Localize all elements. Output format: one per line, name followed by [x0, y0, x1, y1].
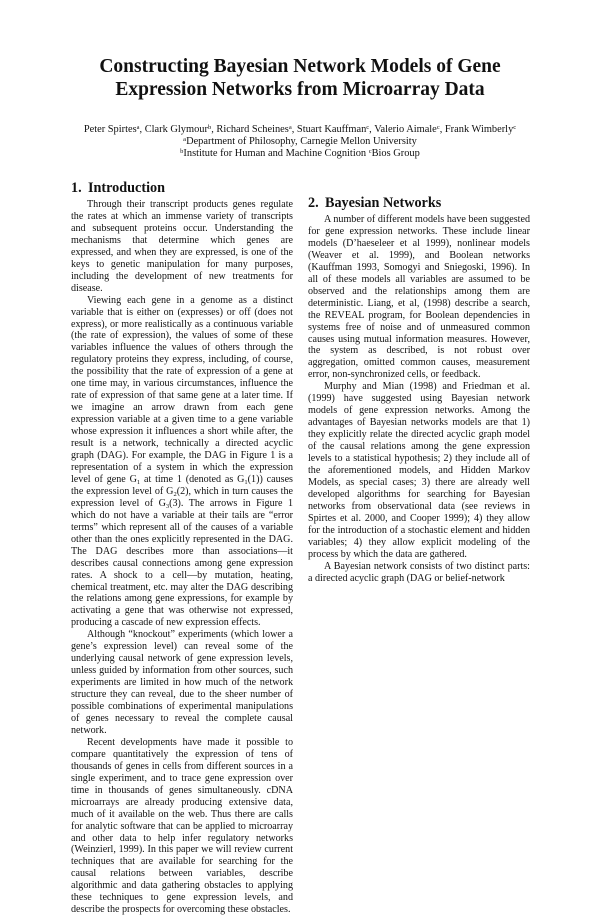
author-mark: b	[207, 124, 212, 131]
paragraph: A Bayesian network consists of two distinct parts: a directed acyclic graph (DAG or belief-network	[308, 560, 530, 584]
subscript: 1	[136, 478, 141, 486]
right-column	[308, 180, 530, 770]
affiliation-a	[120, 136, 480, 148]
subscript: 1	[244, 478, 248, 486]
text-run: (3). The arrows in Figure 1 which do not have a variable at their tails are “error terms” which represent all of the causes of a variable other than the ones explicitly represented in the DAG. The DAG describes more than associations—it describes causal connections among gene expression rates. A shock to a cell—by mutation, heating, chemical treatment, etc. may alter the DAG describing the relations among gene expressions, for example by activating a gene that was otherwise not expressed, producing a cascade of new expression effects.	[71, 497, 293, 629]
text-run: at time 1 (denoted as G	[140, 473, 245, 485]
affiliation-text: Institute for Human and Machine Cognition	[183, 148, 367, 159]
author-mark: c	[366, 124, 370, 131]
author-mark: a	[136, 124, 140, 131]
paragraph: Although “knockout” experiments (which lower a gene’s expression level) can reveal some of the underlying causal network of gene expression levels, unless guided by information from other sources, such experiments are limited in how much of the network structure they can reveal, due to the sheer number of possible combinations of experimental manipulations of genes necessary to reveal the complete causal network.	[71, 629, 293, 736]
paper-title	[60, 55, 540, 101]
section-number: 1.	[71, 180, 82, 196]
paragraph: A number of different models have been suggested for gene expression networks. These include linear models (D’haeseleer et al 1999), nonlinear models (Weaver et al. 1999), and Boolean networks (Kauffman 1993, Somogyi and Sniegoski, 1996). In all of these models all variables are assumed to be observed and the relationships among them are deterministic. Liang, et al, (1998) describe a search, the REVEAL program, for Boolean dependencies in systems free of noise and of unmeasured common causes using mutual information measures. However, the system as described, is not robust over aggregation, omitted common causes, measurement error, non-synchronized cells, or feedback.	[308, 214, 530, 381]
author-mark: a	[288, 124, 292, 131]
section-number: 2.	[308, 195, 319, 211]
section-heading-introduction	[71, 180, 293, 197]
title-line-2: Expression Networks from Microarray Data	[115, 79, 485, 100]
affiliation-bc	[120, 148, 480, 160]
subscript: 2	[173, 490, 177, 498]
author-name: Clark Glymour	[144, 124, 208, 135]
author-name: Valerio Aimale	[374, 124, 437, 135]
paragraph: Murphy and Mian (1998) and Friedman et al. (1999) have suggested using Bayesian network models of gene expression networks. Among the advantages of Bayesian networks models are that 1) they explicitly relate the directed acyclic graph model of the causal relations among the gene expression levels to a statistical hypothesis; 2) they include all of the aforementioned models, and Hidden Markov Models, as special cases; 3) there are already well developed algorithms for searching for Bayesian networks from observational data (see reviews in Spirtes et al. 2000, and Cooper 1999); 4) they allow for the introduction of a stochastic element and hidden variables; 4) they allow explicit modeling of the process by which the data are gathered.	[308, 381, 530, 560]
affiliation-text: Bios Group	[371, 148, 420, 159]
paragraph	[71, 295, 293, 630]
author-mark: c	[436, 124, 440, 131]
affiliation-mark: a	[183, 136, 187, 143]
left-column	[71, 180, 293, 916]
author-list: Peter Spirtes$^a$, Clark Glymour$^b$, Richard Scheines$^a$, Stuart Kauffman$^c$, Valerio Aimale$^c$, Frank Wimberly$^c$	[83, 124, 517, 135]
section-heading-bayesian-networks	[308, 195, 530, 212]
affiliation-mark: b	[180, 148, 184, 155]
affiliation-mark: c	[368, 148, 372, 155]
text-run: (1)) causes the expression level of G	[71, 473, 293, 497]
author-name: Richard Scheines	[216, 124, 289, 135]
paragraph: Recent developments have made it possible to compare quantitatively the expression of tens of thousands of genes in cells from different sources in a single experiment, and to trace gene expression over time in thousands of genes simultaneously. cDNA microarrays are already producing extensive data, much of it available on the web. Thus there are calls for analytic software that can be applied to microarray and other data to help infer regulatory networks (Weinzierl, 1999). In this paper we will review current techniques that are available for searching for the causal relations between variables, describe algorithmic and data gathering obstacles to applying these techniques to gene expression levels, and describe the prospects for overcoming these obstacles.	[71, 736, 293, 916]
author-mark: c	[513, 124, 517, 131]
text-run: Viewing each gene in a genome as a distinct variable that is either on (expresses) or off (does not express), or more realistically as a continuous variable (the rate of expression), the values of some of these variables influence the values of others through the regulatory proteins they express, including, of course, the possibility that the rate of expression of a gene at one time may, in various circumstances, influence the rate of expression of that same gene at a later time. If we imagine an arrow drawn from each gene expression variable at a given time to a gene variable whose expression it influences a short while after, the result is a network, technically a directed acyclic graph (DAG). For example, the DAG in Figure 1 is a representation of a system in which the expression level of gene G	[71, 294, 293, 485]
text-run: (2), which in turn causes the expression level of G	[71, 485, 293, 509]
subscript: 3	[165, 502, 170, 510]
author-name: Frank Wimberly	[444, 124, 514, 135]
title-line-1: Constructing Bayesian Network Models of Gene	[99, 56, 501, 77]
paragraph: Through their transcript products genes regulate the rates at which an immense variety of transcripts and subsequent proteins occur. Understanding the mechanisms that determine which genes are expressed, and when they are expressed, is one of the keys to genetic manipulation for many purposes, including the development of new treatments for disease.	[71, 199, 293, 294]
section-title: Bayesian Networks	[325, 195, 442, 211]
author-name: Peter Spirtes	[83, 124, 137, 135]
author-name: Stuart Kauffman	[296, 124, 367, 135]
affiliation-text: Department of Philosophy, Carnegie Mellon University	[186, 136, 417, 147]
section-title: Introduction	[88, 180, 165, 196]
